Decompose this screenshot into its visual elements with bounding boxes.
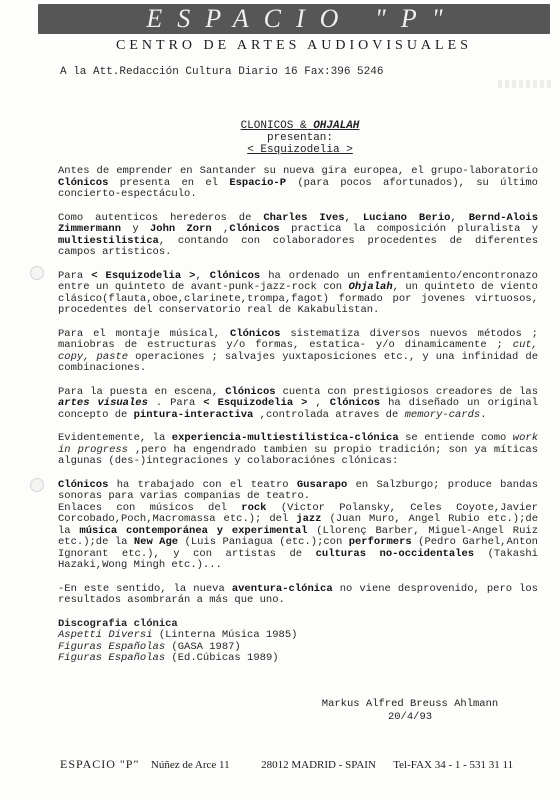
footer-org: ESPACIO "P" [60,757,140,771]
paragraph-collaborations: Clónicos ha trabajado con el teatro Gusarapo en Salzburgo; produce bandas sonoras para varias companias de teatro. Enlaces con músicos del rock (Victor Polansky, Celes Coyote,Javier Corcobado,Poch,Macromassa etc.); del jazz (Juan Muro, Angel Rubio etc.);de la música contemporánea y experimental (Llorenç Barber, Miguel-Angel Ruiz etc.);de la New Age (Luis Paniagua (etc.);con performers (Pedro Garhel,Anton Ignorant etc.), y con artistas de culturas no-occidentales (Takashi Hazaki,Wong Mingh etc.)... [58,478,538,571]
title-block [60,120,540,156]
punch-hole [30,266,44,280]
signature-date: 20/4/93 [387,711,433,723]
discography [58,619,538,665]
footer-city: 28012 MADRID - SPAIN [261,759,376,771]
paragraph-intro: Antes de emprender en Santander su nueva gira europea, el grupo-laboratorio Clónicos presenta en el Espacio-P (para pocos afortunados), su último concierto-espectáculo. [58,165,538,200]
punch-hole [30,478,44,492]
paragraph-influences: Como autenticos herederos de Charles Ives, Luciano Berio, Bernd-Alois Zimmermann y John Zorn ,Clónicos practica la composición pluralista y multiestilistica, contando con colaboradores procedentes de diferentes campos artisticos. [58,211,538,258]
paragraph-montage: Para el montaje músical, Clónicos sistematiza diversos nuevos métodos ; maniobras de estructuras y/o formas, estatica- y/o dinamicamente ; cut, copy, paste operaciones ; salvajes yuxtaposiciones etc., y una infinidad de combinaciones. [58,327,539,374]
artists-line [60,120,540,132]
discography-item: Figuras Españolas (GASA 1987) [58,640,241,653]
discography-item: Aspetti Diversi (Linterna Música 1985) [58,629,298,641]
discography-item: Figuras Españolas (Ed.Cúbicas 1989) [58,652,279,664]
artists-guest: OHJALAH [313,120,360,132]
discography-heading: Discografia clónica [58,617,178,630]
footer-address [60,757,550,772]
faint-handwritten-note [498,80,552,88]
footer-street: Núñez de Arce 11 [150,759,230,771]
paragraph-closing: -En este sentido, la nueva aventura-clónica no viene desprovenido, pero los resultados asombrarán a más que uno. [58,582,538,606]
body-text [58,166,538,665]
paragraph-tradition: Evidentemente, la experiencia-multiestilistica-clónica se entiende como work in progress ,pero ha engendrado tambien su propio tradición; son ya míticas algunas (des-)integraciones y colaboraciónes clónicas: [58,432,539,467]
letterhead-banner [38,4,550,34]
footer-phone: Tel-FAX 34 - 1 - 531 31 11 [393,759,514,771]
show-title: < Esquizodelia > [247,144,353,156]
attention-line: A la Att.Redacción Cultura Diario 16 Fax:396 5246 [60,66,384,78]
banner-title: ESPACIO "P" [146,4,458,33]
presentan-line: presentan: [266,132,333,144]
letterhead-subtitle: CENTRO DE ARTES AUDIOVISUALES [116,38,472,53]
paragraph-ensemble: Para < Esquizodelia >, Clónicos ha ordenado un enfrentamiento/encontronazo entre un quinteto de avant-punk-jazz-rock con Ohjalah, un quinteto de viento clásico(flauta,oboe,clarinete,trompa,fagot) formado por jovenes virtuosos, procedentes del conservatorio real de Kakabulistan. [58,269,538,316]
signature-block [310,698,510,724]
signature-name: Markus Alfred Breuss Ahlmann [321,698,499,710]
artists-main: CLONICOS & [240,120,314,132]
paragraph-staging: Para la puesta en escena, Clónicos cuenta con prestigiosos creadores de las artes visuales . Para < Esquizodelia > , Clónicos ha diseñado un original concepto de pintura-interactiva ,controlada atraves de memory-cards. [58,385,539,421]
